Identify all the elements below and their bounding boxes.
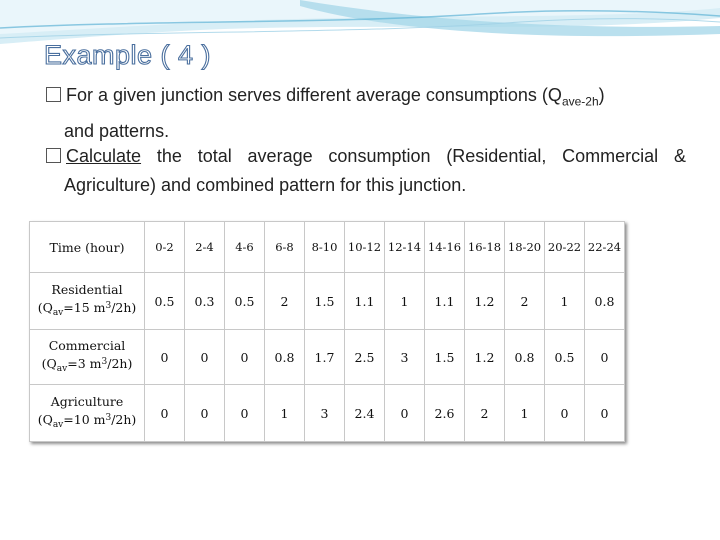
table-cell: 0.8 [585,273,625,330]
slide-title: Example ( 4 ) [44,40,212,70]
bullet-calculate-task [46,142,686,200]
bullet2-word: the [156,146,182,166]
bullet2-word: consumption [328,146,431,166]
row-q-value: =10 m [63,411,106,427]
row-q-subscript: av [52,307,64,318]
row-q-prefix: (Q [41,355,57,371]
bullet-box-icon [46,87,61,102]
bullet2-word: (Residential, [446,146,547,166]
bullet-box-icon [46,148,61,163]
table-cell: 0 [185,330,225,385]
row-label-quantity-line [30,354,144,378]
row-q-suffix: /2h) [107,355,133,371]
row-name: Commercial [48,337,126,353]
table-cell: 3 [305,385,345,442]
table-cell: 1.7 [305,330,345,385]
bullet2-line2: Agriculture) and combined pattern for this junction. [64,175,467,195]
row-name: Residential [51,281,123,297]
table-cell: 1.2 [465,273,505,330]
table-cell: 0.5 [545,330,585,385]
table-row-residential [30,273,625,330]
row-q-value: =3 m [67,355,102,371]
table-cell: 3 [385,330,425,385]
table-cell: 0.5 [225,273,265,330]
table-cell: 0 [145,330,185,385]
table-cell: 1 [505,385,545,442]
table-cell: 0 [385,385,425,442]
table-cell: 0 [585,385,625,442]
bullet2-underlined: Calculate [66,146,142,166]
time-column-header: 18-20 [505,222,545,273]
table-cell: 0 [585,330,625,385]
bullet1-subscript: ave-2h [561,94,599,109]
bullet2-word: & [673,146,686,166]
row-label-name-line [30,337,144,354]
table-cell: 1 [385,273,425,330]
row-q-subscript: av [56,363,68,374]
row-q-prefix: (Q [37,411,53,427]
time-column-header: 6-8 [265,222,305,273]
row-q-superscript: 3 [105,412,112,423]
row-q-superscript: 3 [101,356,108,367]
row-q-suffix: /2h) [111,299,137,315]
table-cell: 1.1 [345,273,385,330]
table-cell: 0.3 [185,273,225,330]
row-label-quantity-line [30,298,144,322]
table-cell: 0.8 [265,330,305,385]
row-q-prefix: (Q [37,299,53,315]
table-cell: 0 [545,385,585,442]
table-cell: 1 [545,273,585,330]
table-row-commercial [30,330,625,385]
row-q-superscript: 3 [105,300,112,311]
time-column-header: 0-2 [145,222,185,273]
time-column-header: 2-4 [185,222,225,273]
bullet1-line2: and patterns. [64,120,170,141]
row-q-subscript: av [52,419,64,430]
table-cell: 0 [225,330,265,385]
time-column-header: 8-10 [305,222,345,273]
time-column-header: 16-18 [465,222,505,273]
table-cell: 2.4 [345,385,385,442]
table-cell: 0.5 [145,273,185,330]
time-column-header: 4-6 [225,222,265,273]
row-q-suffix: /2h) [111,411,137,427]
bullet2-word: average [247,146,313,166]
row-label-quantity-line [30,410,144,434]
table-cell: 1 [265,385,305,442]
table-cell: 1.5 [425,330,465,385]
time-column-header: 14-16 [425,222,465,273]
table-cell: 2 [505,273,545,330]
table-cell: 2.6 [425,385,465,442]
table-row-agriculture [30,385,625,442]
bullet2-word: total [197,146,232,166]
bullet2-word: Commercial [562,146,659,166]
time-column-header: 20-22 [545,222,585,273]
bullet1-text: For a given junction serves different average consumptions (Q [66,85,562,105]
table-cell: 0 [225,385,265,442]
row-label-cell [30,385,145,442]
table-cell: 0.8 [505,330,545,385]
time-column-header: 10-12 [345,222,385,273]
row-label-cell [30,273,145,330]
table-cell: 2.5 [345,330,385,385]
table-cell: 1.1 [425,273,465,330]
consumption-pattern-table [29,221,625,442]
row-label-name-line [30,393,144,410]
table-cell: 1.2 [465,330,505,385]
table-cell: 2 [265,273,305,330]
bullet1-close: ) [598,85,605,105]
row-name: Agriculture [50,393,124,409]
bullet2-line1 [46,142,686,171]
bullet-junction-description [46,81,686,146]
time-column-header: 12-14 [385,222,425,273]
time-header-cell: Time (hour) [30,222,145,273]
time-column-header: 22-24 [585,222,625,273]
table-header-row [30,222,625,273]
table-cell: 0 [145,385,185,442]
row-label-name-line [30,281,144,298]
table-cell: 1.5 [305,273,345,330]
table-cell: 0 [185,385,225,442]
row-q-value: =15 m [63,299,106,315]
row-label-cell [30,330,145,385]
table-cell: 2 [465,385,505,442]
